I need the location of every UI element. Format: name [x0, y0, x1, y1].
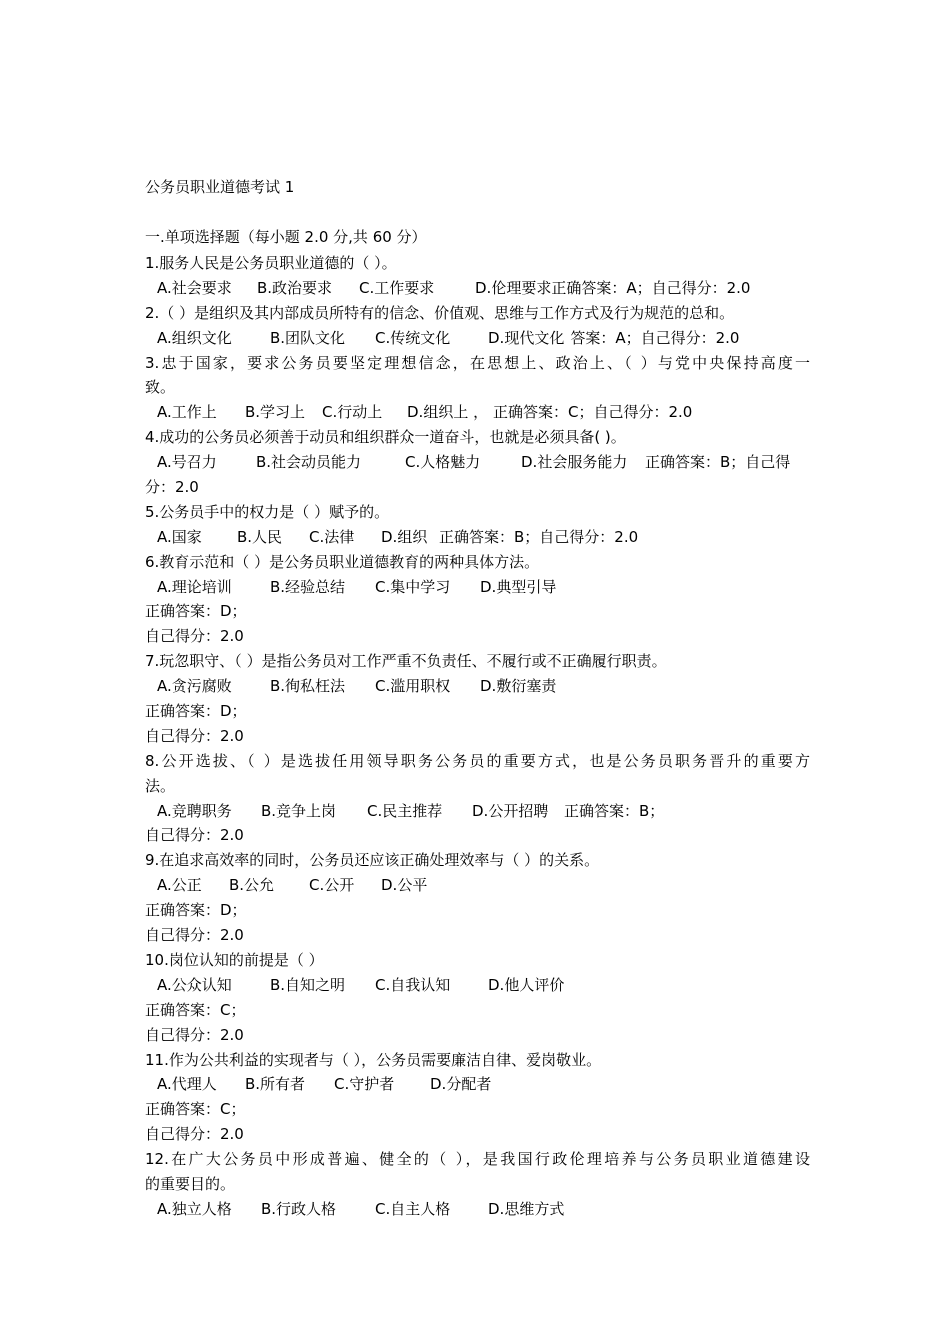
answer-score: 答案：A；自己得分：2.0	[570, 328, 740, 347]
option-b: B.徇私枉法	[270, 677, 346, 696]
question-text: 7.玩忽职守、（ ）是指公务员对工作严重不负责任、不履行或不正确履行职责。	[145, 652, 667, 671]
answer-score: 正确答案：A；自己得分：2.0	[551, 278, 751, 297]
option-b: B.团队文化	[270, 328, 346, 347]
question-text: 9.在追求高效率的同时，公务员还应该正确处理效率与（ ）的关系。	[145, 851, 600, 870]
option-c: C.工作要求	[359, 278, 435, 297]
option-d: D.组织上 ，	[407, 403, 489, 422]
score: 自己得分：2.0	[145, 826, 244, 845]
option-a: A.贪污腐败	[157, 677, 232, 696]
question-text-cont: 的重要目的。	[145, 1174, 236, 1193]
option-a: A.国家	[157, 527, 202, 546]
option-d: D.敷衍塞责	[480, 677, 557, 696]
option-c: C.自主人格	[375, 1199, 451, 1218]
option-c: C.行动上	[322, 403, 383, 422]
answer-score: 正确答案：B；自己得分：2.0	[439, 527, 639, 546]
score: 自己得分：2.0	[145, 726, 244, 745]
option-a: A.公正	[157, 876, 202, 895]
question-options	[145, 799, 810, 824]
question-options	[145, 1197, 810, 1222]
question-options	[145, 973, 810, 998]
option-b: B.学习上	[245, 403, 306, 422]
option-d: D.他人评价	[488, 975, 565, 994]
option-b: B.公允	[229, 876, 275, 895]
question-text: 8.公开选拔、（ ）是选拔任用领导职务公务员的重要方式，也是公务员职务晋升的重要方	[145, 751, 810, 770]
answer-score-cont: 分：2.0	[145, 478, 199, 497]
score: 自己得分：2.0	[145, 926, 244, 945]
option-d: D.公平	[381, 876, 428, 895]
option-c: C.集中学习	[375, 577, 451, 596]
option-c: C.人格魅力	[405, 453, 481, 472]
answer-score: 正确答案：B；自己得	[645, 453, 791, 472]
option-b: B.经验总结	[270, 577, 346, 596]
option-a: A.工作上	[157, 403, 217, 422]
answer-score: 正确答案：C；自己得分：2.0	[493, 403, 693, 422]
option-d: D.社会服务能力	[521, 453, 628, 472]
question-options	[145, 400, 810, 425]
option-a: A.理论培训	[157, 577, 232, 596]
option-d: D.典型引导	[480, 577, 557, 596]
option-a: A.代理人	[157, 1075, 217, 1094]
option-d: D.伦理要求	[475, 278, 552, 297]
option-a: A.社会要求	[157, 278, 232, 297]
option-a: A.公众认知	[157, 975, 232, 994]
question-options	[145, 276, 810, 301]
question-options	[145, 525, 810, 550]
option-d: D.组织	[381, 527, 428, 546]
option-c: C.法律	[309, 527, 355, 546]
question-text: 3.忠于国家，要求公务员要坚定理想信念，在思想上、政治上、（ ）与党中央保持高度一	[145, 353, 810, 372]
question-text: 4.成功的公务员必须善于动员和组织群众一道奋斗，也就是必须具备( )。	[145, 428, 626, 447]
score: 自己得分：2.0	[145, 1025, 244, 1044]
question-text: 6.教育示范和（ ）是公务员职业道德教育的两种具体方法。	[145, 552, 540, 571]
question-text: 11.作为公共利益的实现者与（ ），公务员需要廉洁自律、爱岗敬业。	[145, 1050, 602, 1069]
option-b: B.竞争上岗	[261, 801, 337, 820]
question-list	[145, 251, 810, 1222]
option-a: A.独立人格	[157, 1199, 232, 1218]
option-d: D.现代文化	[488, 328, 565, 347]
correct-answer: 正确答案：C；	[145, 1000, 246, 1019]
question-options	[145, 326, 810, 351]
option-a: A.号召力	[157, 453, 217, 472]
score: 自己得分：2.0	[145, 1125, 244, 1144]
option-c: C.自我认知	[375, 975, 451, 994]
question-options	[145, 450, 810, 475]
option-b: B.所有者	[245, 1075, 306, 1094]
answer-score: 正确答案：B；	[564, 801, 665, 820]
section-heading: 一.单项选择题（每小题 2.0 分,共 60 分）	[145, 228, 427, 246]
option-b: B.行政人格	[261, 1199, 337, 1218]
option-c: C.守护者	[334, 1075, 395, 1094]
question-options	[145, 873, 810, 898]
correct-answer: 正确答案：D；	[145, 702, 247, 721]
correct-answer: 正确答案：D；	[145, 602, 247, 621]
question-options	[145, 674, 810, 699]
question-text-cont: 致。	[145, 378, 176, 397]
option-b: B.政治要求	[257, 278, 333, 297]
option-c: C.民主推荐	[367, 801, 443, 820]
option-b: B.人民	[237, 527, 283, 546]
question-text: 12.在广大公务员中形成普遍、健全的（ ），是我国行政伦理培养与公务员职业道德建设	[145, 1150, 810, 1169]
correct-answer: 正确答案：C；	[145, 1100, 246, 1119]
option-c: C.公开	[309, 876, 355, 895]
question-text: 10.岗位认知的前提是（ ）	[145, 950, 324, 969]
question-text: 1.服务人民是公务员职业道德的（ ）。	[145, 254, 397, 272]
option-d: D.思维方式	[488, 1199, 565, 1218]
option-d: D.分配者	[430, 1075, 492, 1094]
question-options	[145, 1072, 810, 1097]
correct-answer: 正确答案：D；	[145, 901, 247, 920]
question-text-cont: 法。	[145, 776, 176, 795]
option-c: C.滥用职权	[375, 677, 451, 696]
question-text: 5.公务员手中的权力是（ ）赋予的。	[145, 502, 390, 521]
option-a: A.竞聘职务	[157, 801, 232, 820]
question-options	[145, 575, 810, 600]
option-c: C.传统文化	[375, 328, 451, 347]
option-b: B.社会动员能力	[256, 453, 362, 472]
score: 自己得分：2.0	[145, 627, 244, 646]
option-d: D.公开招聘	[472, 801, 549, 820]
option-b: B.自知之明	[270, 975, 346, 994]
option-a: A.组织文化	[157, 328, 232, 347]
question-text: 2.（ ）是组织及其内部成员所特有的信念、价值观、思维与工作方式及行为规范的总和。	[145, 303, 735, 322]
document-title: 公务员职业道德考试 1	[145, 178, 295, 196]
